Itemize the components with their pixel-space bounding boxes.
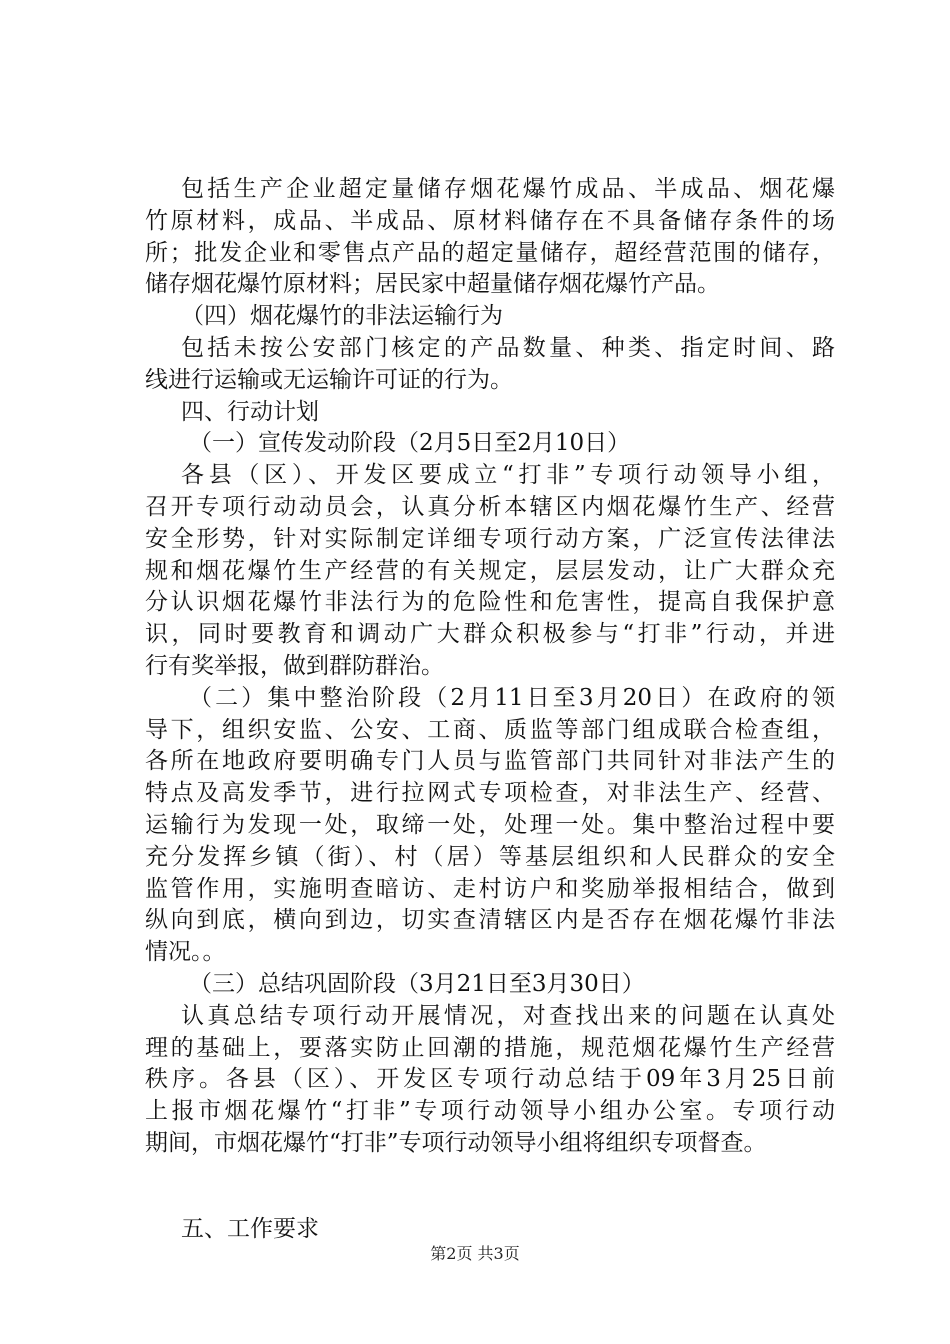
- paragraph-line: 各县（区）、开发区要成立“打非”专项行动领导小组，: [181, 462, 835, 489]
- paragraph-line: 运输行为发现一处，取缔一处，处理一处。集中整治过程中要: [145, 811, 835, 838]
- paragraph-line: 行有奖举报，做到群防群治。: [145, 652, 444, 679]
- paragraph-line: 线进行运输或无运输许可证的行为。: [145, 366, 513, 393]
- paragraph-line: 秩序。各县（区）、开发区专项行动总结于09年3月25日前: [145, 1066, 835, 1093]
- paragraph-line: 竹原材料，成品、半成品、原材料储存在不具备储存条件的场: [145, 207, 835, 234]
- paragraph-line: 各所在地政府要明确专门人员与监管部门共同针对非法产生的: [145, 748, 835, 775]
- page-footer: 第2页 共3页: [430, 1244, 520, 1263]
- paragraph-line: 认真总结专项行动开展情况，对查找出来的问题在认真处: [181, 1002, 835, 1029]
- paragraph-line: 包括生产企业超定量储存烟花爆竹成品、半成品、烟花爆: [181, 176, 835, 202]
- section-heading: （三）总结巩固阶段（3月21日至3月30日）: [189, 970, 645, 997]
- paragraph-line: 识，同时要教育和调动广大群众积极参与“打非”行动，并进: [145, 621, 835, 648]
- paragraph-line: 所；批发企业和零售点产品的超定量储存，超经营范围的储存，: [145, 239, 835, 266]
- paragraph-line: （二）集中整治阶段（2月11日至3月20日）在政府的领: [189, 684, 835, 711]
- paragraph-line: 储存烟花爆竹原材料；居民家中超量储存烟花爆竹产品。: [145, 271, 720, 298]
- paragraph-line: 理的基础上，要落实防止回潮的措施，规范烟花爆竹生产经营: [145, 1034, 835, 1061]
- paragraph-gap: [145, 1160, 835, 1214]
- paragraph-line: 纵向到底，横向到边，切实查清辖区内是否存在烟花爆竹非法: [145, 907, 835, 934]
- section-heading: （一）宣传发动阶段（2月5日至2月10日）: [189, 430, 631, 457]
- section-heading: 四、行动计划: [181, 398, 319, 425]
- paragraph-line: 特点及高发季节，进行拉网式专项检查，对非法生产、经营、: [145, 780, 835, 807]
- paragraph-line: 情况。。: [145, 939, 226, 966]
- section-heading: （四）烟花爆竹的非法运输行为: [181, 303, 503, 330]
- paragraph-line: 规和烟花爆竹生产经营的有关规定，层层发动，让广大群众充: [145, 557, 835, 584]
- paragraph-line: 安全形势，针对实际制定详细专项行动方案，广泛宣传法律法: [145, 525, 835, 552]
- document-body: [145, 174, 835, 1246]
- section-heading: 五、工作要求: [181, 1215, 319, 1242]
- paragraph-line: 期间，市烟花爆竹“打非”专项行动领导小组将组织专项督查。: [145, 1129, 767, 1156]
- paragraph-line: 监管作用，实施明查暗访、走村访户和奖励举报相结合，做到: [145, 875, 835, 902]
- paragraph-line: 分认识烟花爆竹非法行为的危险性和危害性，提高自我保护意: [145, 589, 835, 616]
- paragraph-line: 包括未按公安部门核定的产品数量、种类、指定时间、路: [181, 334, 835, 361]
- paragraph-line: 上报市烟花爆竹“打非”专项行动领导小组办公室。专项行动: [145, 1098, 835, 1125]
- paragraph-line: 召开专项行动动员会，认真分析本辖区内烟花爆竹生产、经营: [145, 493, 835, 520]
- paragraph-line: 充分发挥乡镇（街）、村（居）等基层组织和人民群众的安全: [145, 843, 835, 870]
- paragraph-line: 导下，组织安监、公安、工商、质监等部门组成联合检查组，: [145, 716, 835, 743]
